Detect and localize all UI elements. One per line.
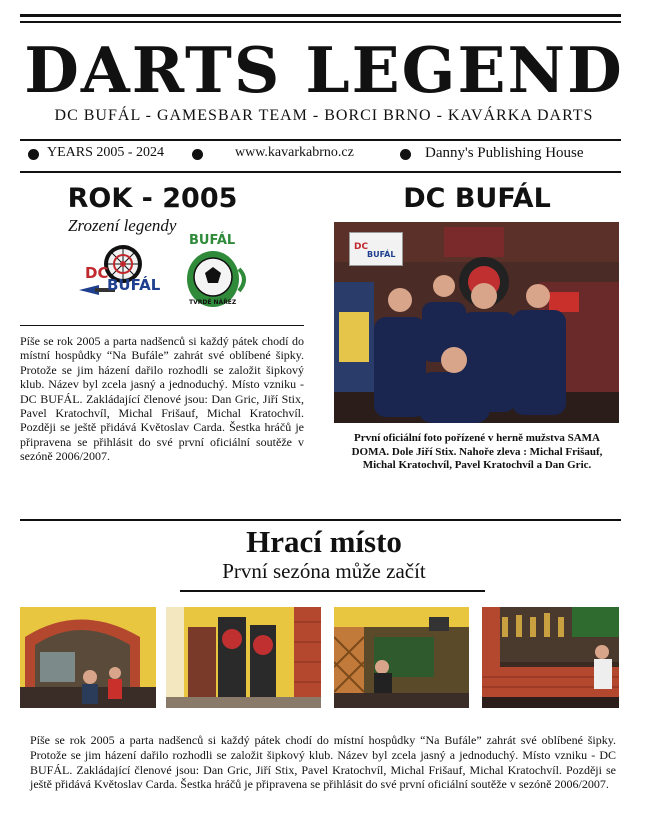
team-photo-caption: První oficiální foto pořízené v herně mužstva SAMA DOMA. Dole Jiří Stix. Nahoře zleva : Michal Frišauf, Michal Kratochvíl, Pavel Kratochvíl a Dan Gric.	[351, 432, 603, 471]
badge-dc-text: DC	[354, 242, 369, 252]
history-paragraph: Píše se rok 2005 a parta nadšenců si každý pátek chodí do místní hospůdky “Na Bufále” zahrát své oblíbené šipky. Protože se jim házení dařilo rozhodli se založit šipkový klub. Název byl zcela jasný a jednoduchý. Místo vzniku - DC BUFÁL. Zakládající členové jsou: Dan Gric, Jiří Stix, Pavel Kratochvíl, Michal Frišauf, Michal Kratochvíl. Později se ještě přidává Květoslav Carda. Šestka hráčů je připravena se přihlásit do své první oficiální soutěže v sezóně 2006/2007.	[20, 334, 304, 464]
venue-rule-bottom	[180, 590, 485, 592]
masthead-subtitle: DC BUFÁL - GAMESBAR TEAM - BORCI BRNO - KAVÁRKA DARTS	[54, 107, 594, 124]
bufal-mug-logo	[183, 233, 247, 311]
logo-dc-text: DC	[85, 264, 109, 282]
venue-rule-top	[20, 519, 621, 521]
mug-logo-top-text: BUFÁL	[189, 233, 236, 248]
venue-photo-bar	[482, 607, 619, 708]
venue-heading: Hrací místo	[246, 524, 402, 559]
logo-bufal-text: BUFÁL	[107, 276, 161, 294]
dc-bufal-logo	[77, 244, 169, 306]
photo-logo-badge	[349, 232, 403, 266]
top-rule-thin	[20, 21, 621, 23]
left-column-rule	[20, 325, 304, 326]
years-label: YEARS 2005 - 2024	[47, 145, 165, 160]
section-subheading-year: Zrození legendy	[68, 216, 177, 235]
bullet-icon	[28, 149, 39, 160]
section-heading-team: DC BUFÁL	[403, 183, 551, 214]
badge-bufal-text: BUFÁL	[367, 250, 396, 259]
venue-photo-dartboards	[166, 607, 321, 708]
mug-logo-bottom-text: TVRDÉ NÁŘEZ	[189, 299, 237, 306]
masthead-rule-lower	[20, 171, 621, 173]
section-heading-year: ROK - 2005	[67, 183, 238, 214]
venue-subheading: První sezóna může začít	[222, 559, 426, 583]
top-rule-thick	[20, 14, 621, 17]
bullet-icon	[192, 149, 203, 160]
masthead-rule-upper	[20, 139, 621, 141]
info-bar	[20, 145, 621, 165]
website-link[interactable]: www.kavarkabrno.cz	[235, 145, 354, 160]
page-title: DARTS LEGEND	[24, 33, 624, 107]
venue-photo-entrance	[20, 607, 156, 708]
venue-paragraph: Píše se rok 2005 a parta nadšenců si každý pátek chodí do místní hospůdky “Na Bufále” zahrát své oblíbené šipky. Protože se jim házení dařilo rozhodli se založit šipkový klub. Název byl zcela jasný a jednoduchý. Místo vzniku - DC BUFÁL. Zakládající členové jsou: Dan Gric, Jiří Stix, Pavel Kratochvíl, Michal Frišauf, Michal Kratochvíl. Později se ještě přidává Květoslav Carda. Šestka hráčů je připravena se přihlásit do své první oficiální soutěže v sezóně 2006/2007.	[30, 733, 616, 792]
bullet-icon	[400, 149, 411, 160]
venue-photo-seating	[334, 607, 469, 708]
team-photo	[334, 222, 619, 423]
publisher-label: Danny's Publishing House	[425, 145, 584, 161]
